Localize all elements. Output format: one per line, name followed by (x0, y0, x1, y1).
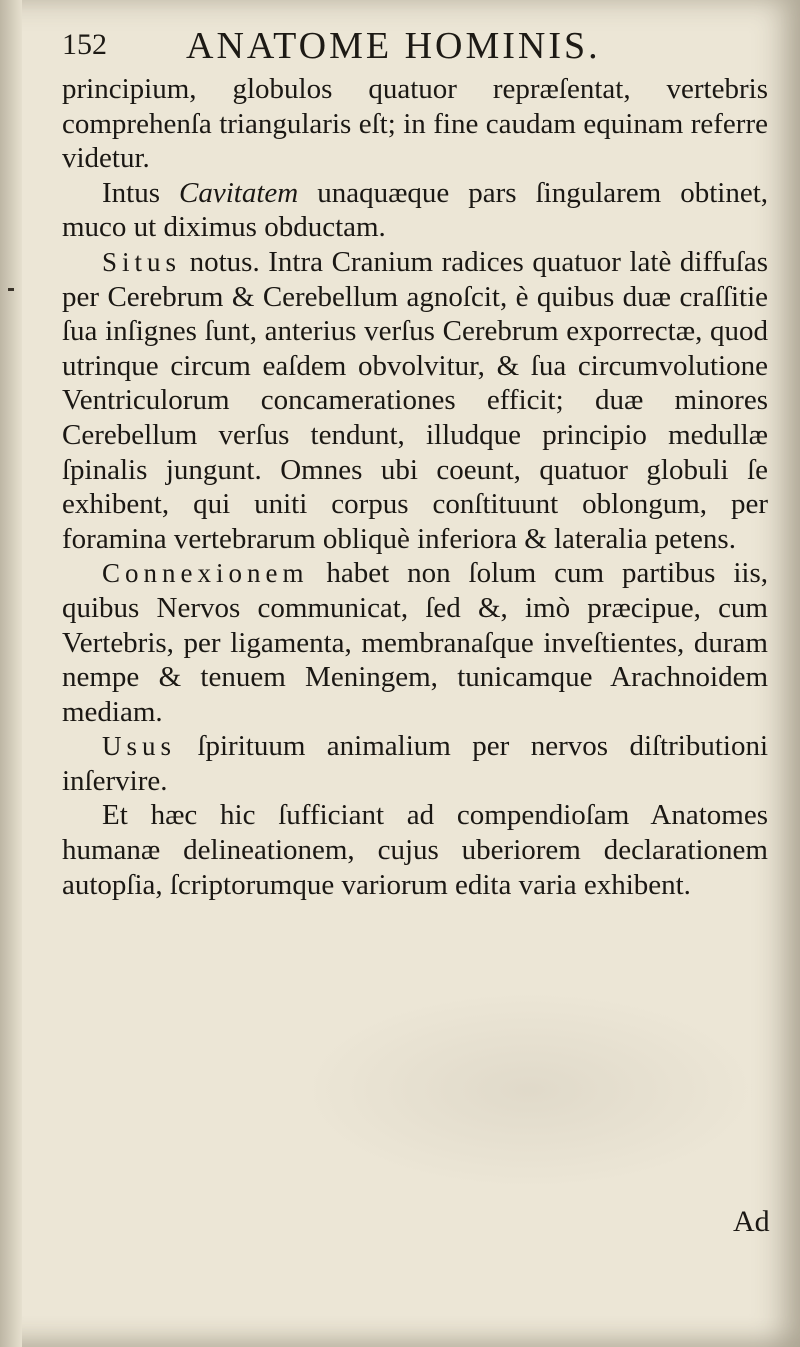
paragraph-text: hæc hic ſufficiant ad compendioſam Anatomes humanæ delineationem, cujus uberiorem declarationem autopſia, ſcriptorumque variorum edita varia exhibent. (62, 799, 769, 901)
catchword: Ad (733, 1205, 770, 1238)
italic-term: Cavitatem (179, 176, 299, 209)
page-gutter (0, 0, 22, 1347)
paragraph-lead: Intus (102, 176, 160, 209)
paragraph-lead: Situs (102, 246, 182, 277)
paragraph-text: habet non ſolum cum partibus iis, quibus Nervos communicat, ſed &, imò præcipue, cum Vertebris, per ligamenta, membranaſque inveſtientes, duram nempe & tenuem Meningem, tunicamque Arachnoidem mediam. (62, 557, 768, 728)
body-text (62, 72, 768, 902)
running-head: ANATOME HOMINIS. (186, 25, 601, 67)
paragraph-text: notus. Intra Cranium radices quatuor latè diffuſas per Cerebrum & Cerebellum agnoſcit, è quibus duæ craſſitie ſua inſignes ſunt, anterius verſus Cerebrum exporrectæ, quod utrinque circum eaſdem obvolvitur, & ſua circumvolutione Ventriculorum concamerationes efficit; duæ minores Cerebellum verſus tendunt, illudque principio medullæ ſpinalis jungunt. Omnes ubi coeunt, quatuor globuli ſe exhibent, qui uniti corpus conſtituunt oblongum, per foramina vertebrarum obliquè inferiora & lateralia petens. (62, 245, 768, 555)
paragraph-lead: Et (102, 799, 128, 832)
paragraph-text: principium, globulos quatuor repræſentat, vertebris comprehenſa triangularis eſt; in fine caudam equinam referre videtur. (62, 73, 768, 175)
paragraph-usus (62, 729, 768, 798)
page-header (62, 22, 702, 72)
show-through-shading (300, 990, 760, 1190)
page-number: 152 (62, 28, 107, 61)
paragraph-connexio (62, 556, 768, 729)
margin-mark (8, 288, 14, 291)
paragraph-text: ſpirituum animalium per nervos diſtributioni inſervire. (62, 730, 768, 797)
paragraph-cavitas (62, 176, 768, 245)
paragraph-situs (62, 245, 768, 556)
paragraph-lead: Usus (102, 731, 177, 762)
paragraph-conclusio (62, 798, 768, 902)
paragraph-continuation (62, 72, 768, 176)
paragraph-text: unaquæque pars ſingularem obtinet, muco ut diximus obductam. (62, 176, 769, 244)
paragraph-lead: Connexionem (102, 558, 309, 589)
